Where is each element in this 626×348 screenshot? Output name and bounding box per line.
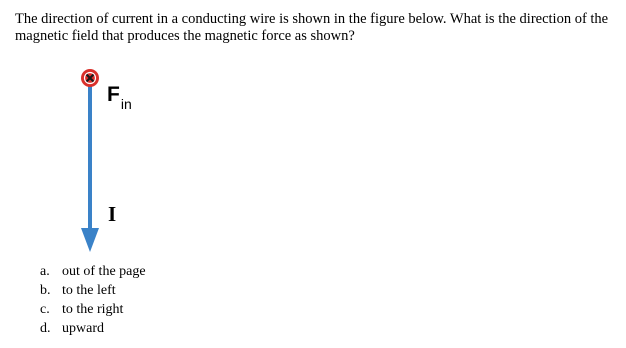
force-label: [107, 83, 132, 112]
option-letter: a.: [40, 264, 50, 279]
option-b[interactable]: [40, 281, 146, 300]
option-d[interactable]: [40, 319, 146, 338]
option-c[interactable]: [40, 300, 146, 319]
force-into-page-icon: [81, 69, 99, 87]
option-text: to the right: [62, 302, 124, 317]
force-label-main: F: [107, 83, 120, 106]
option-letter: b.: [40, 283, 51, 298]
option-text: out of the page: [62, 264, 146, 279]
option-letter: c.: [40, 302, 50, 317]
answer-options: [40, 262, 146, 338]
option-text: upward: [62, 321, 104, 336]
option-text: to the left: [62, 283, 116, 298]
question-line-1: The direction of current in a conducting wire is shown in the figure below. What is the direction of the: [15, 11, 609, 27]
option-letter: d.: [40, 321, 51, 336]
force-current-figure: [0, 0, 200, 260]
current-label: I: [108, 202, 117, 226]
question-line-2: magnetic field that produces the magnetic force as shown?: [15, 28, 355, 44]
force-label-subscript: in: [120, 96, 132, 112]
current-arrow-head: [81, 228, 99, 252]
option-a[interactable]: [40, 262, 146, 281]
